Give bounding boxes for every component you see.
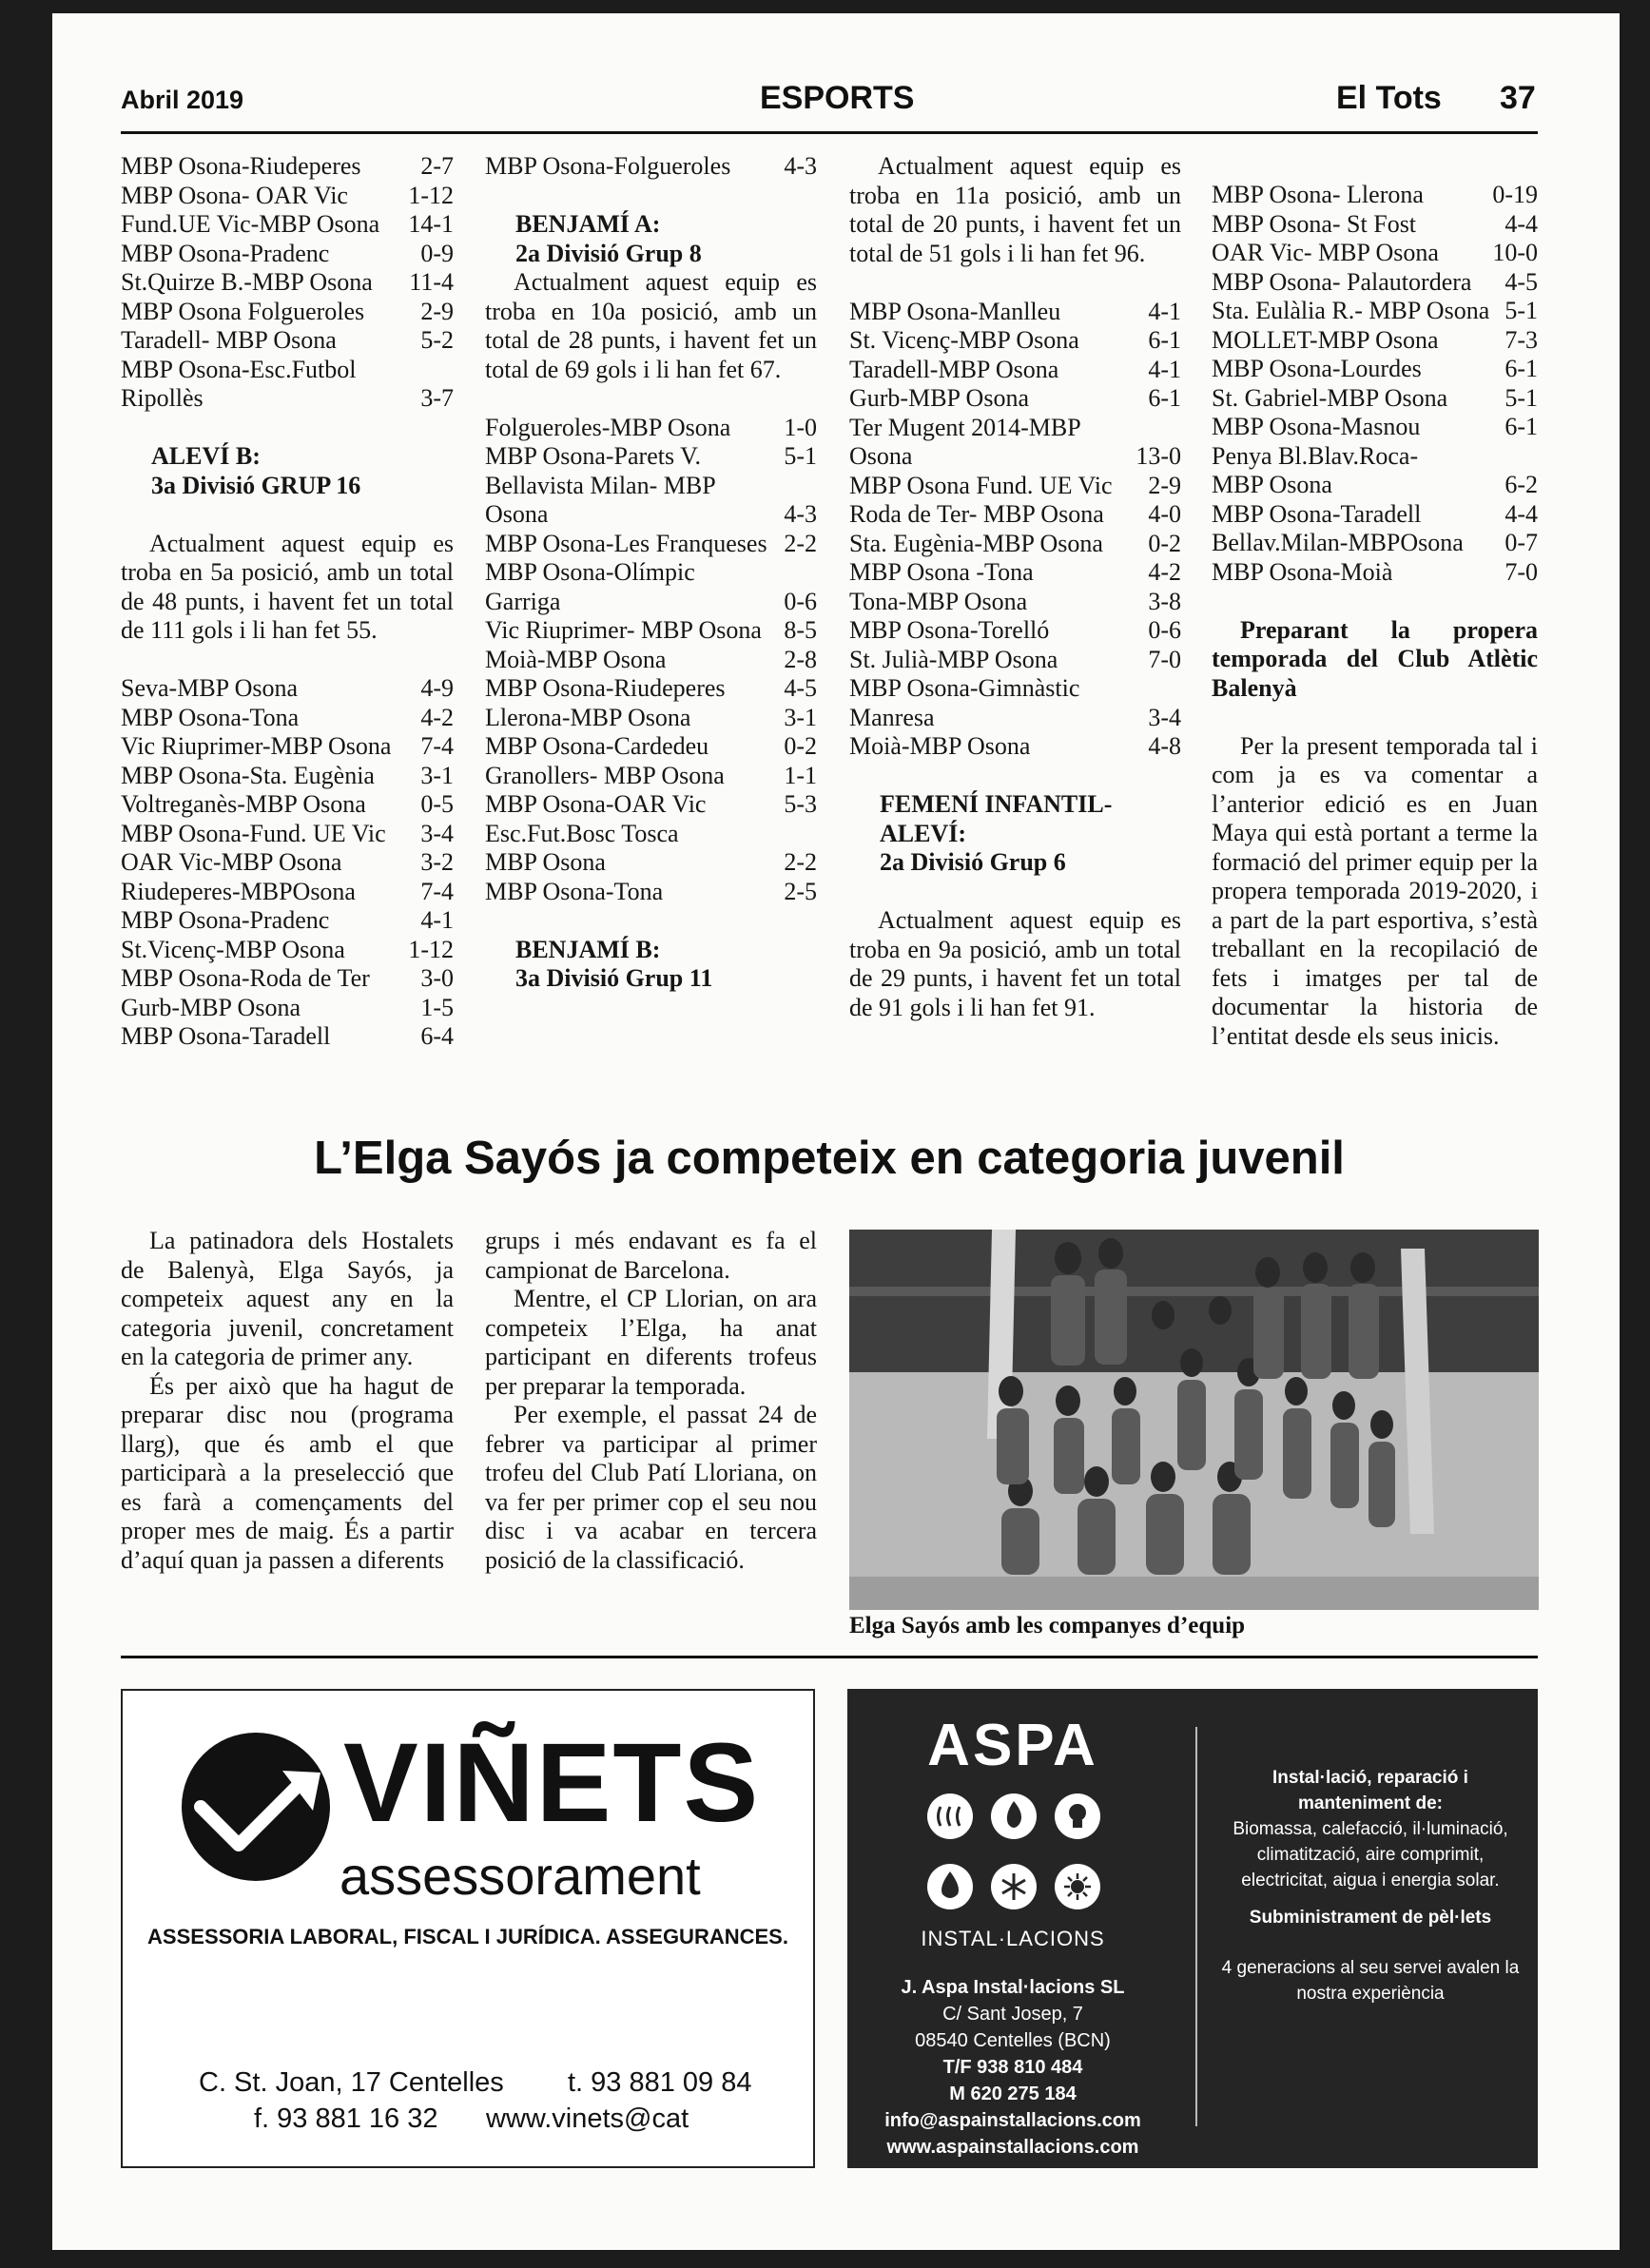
- match-teams: Manresa: [849, 703, 935, 731]
- flame-icon: [991, 1793, 1037, 1839]
- aspa-email: info@aspainstallacions.com: [884, 2110, 1141, 2131]
- result-row: [849, 588, 1181, 617]
- paragraph: Actualment aquest equip es troba en 9a posició, amb un total de 29 punts, i havent fet un total de 91 gols i li han fet 91.: [849, 906, 1181, 1021]
- match-score: 6-1: [1504, 413, 1538, 440]
- match-teams: Taradell-MBP Osona: [849, 355, 1059, 383]
- aspa-contact: [847, 1974, 1178, 2161]
- result-row: [1212, 558, 1538, 588]
- match-teams: Osona: [849, 442, 913, 470]
- match-score: 3-1: [420, 761, 454, 789]
- match-score: 3-4: [1148, 703, 1181, 731]
- match-score: 4-3: [784, 500, 817, 528]
- section-heading: BENJAMÍ A:: [515, 210, 661, 238]
- match-score: 0-19: [1492, 181, 1538, 208]
- result-row: [485, 878, 817, 907]
- match-teams: Granollers- MBP Osona: [485, 761, 725, 789]
- aspa-services-list: Biomassa, calefacció, il·luminació, climatització, aire comprimit, electricitat, aigua i energia solar.: [1233, 1819, 1508, 1890]
- newspaper-name: El Tots: [1336, 80, 1442, 116]
- match-teams: MBP Osona-Pradenc: [121, 239, 330, 267]
- aspa-company: J. Aspa Instal·lacions SL: [901, 1977, 1125, 1998]
- result-row: [1212, 529, 1538, 558]
- section-heading-2: ALEVÍ:: [880, 819, 967, 847]
- result-row: [121, 210, 454, 240]
- result-row: [121, 762, 454, 791]
- result-row: [1212, 413, 1538, 442]
- result-row: [849, 326, 1181, 356]
- match-teams: Moià-MBP Osona: [849, 732, 1031, 760]
- match-teams: MBP Osona-Parets V.: [485, 442, 702, 470]
- match-score: 2-9: [1148, 471, 1181, 499]
- match-teams: MBP Osona-Tona: [485, 877, 664, 905]
- vinets-phone: t. 93 881 09 84: [568, 2067, 752, 2098]
- section-heading: ALEVÍ B:: [151, 442, 261, 470]
- match-score: 4-0: [1148, 500, 1181, 528]
- match-teams: Sta. Eugènia-MBP Osona: [849, 529, 1103, 557]
- match-score: 3-8: [1148, 587, 1181, 615]
- result-row: [1212, 297, 1538, 326]
- match-score: 5-2: [420, 326, 454, 354]
- article-column-2: [485, 1227, 817, 1575]
- result-row: [121, 182, 454, 211]
- result-row: [849, 732, 1181, 762]
- sun-icon: [1055, 1864, 1100, 1909]
- result-row: MBP Osona-Folgueroles 4-3: [485, 152, 817, 180]
- match-score: 0-7: [1504, 529, 1538, 556]
- match-teams: MBP Osona-Les Franqueses: [485, 529, 767, 557]
- match-score: 1-5: [420, 993, 454, 1021]
- match-score: 2-2: [784, 529, 817, 557]
- match-teams: Gurb-MBP Osona: [121, 993, 301, 1021]
- section-divider: [121, 1656, 1538, 1658]
- match-teams: OAR Vic- MBP Osona: [1212, 239, 1439, 266]
- match-teams: St.Vicenç-MBP Osona: [121, 935, 345, 963]
- match-teams: MBP Osona-Taradell: [121, 1022, 331, 1050]
- page-number: 37: [1500, 80, 1536, 116]
- match-teams: MBP Osona-Torelló: [849, 616, 1050, 644]
- result-row: [121, 326, 454, 356]
- result-row: [1212, 181, 1538, 210]
- team-photo-illustration: [849, 1230, 1539, 1610]
- result-row: [121, 732, 454, 762]
- result-row: [849, 414, 1181, 443]
- vinets-subtitle: assessorament: [340, 1846, 701, 1906]
- match-score: 2-2: [784, 848, 817, 876]
- match-teams: St. Gabriel-MBP Osona: [1212, 383, 1448, 412]
- match-score: 6-2: [1504, 471, 1538, 498]
- match-score: 2-7: [420, 152, 454, 180]
- result-row: [1212, 442, 1538, 472]
- aspa-tagline: 4 generacions al seu servei avalen la nostra experiència: [1221, 1958, 1520, 2004]
- match-teams: MBP Osona-Sta. Eugènia: [121, 761, 375, 789]
- result-row: Ripollès 3-7: [121, 384, 454, 412]
- results-list: [485, 414, 817, 907]
- match-teams: Gurb-MBP Osona: [849, 384, 1029, 412]
- paragraph: grups i més endavant es fa el campionat de Barcelona.: [485, 1227, 817, 1284]
- match-teams: MBP Osona-Roda de Ter: [121, 964, 370, 992]
- paragraph: Mentre, el CP Llorian, on ara competeix l’Elga, ha anat participant en diferents trofeus per preparar la temporada.: [485, 1285, 817, 1400]
- section-subheading: 2a Divisió Grup 8: [515, 239, 702, 267]
- match-teams: MBP Osona- St Fost: [1212, 209, 1417, 238]
- match-score: 0-2: [1148, 529, 1181, 557]
- results-list: [121, 152, 454, 356]
- result-row: [121, 704, 454, 733]
- match-teams: Garriga: [485, 587, 561, 615]
- advertisement-vinets: [121, 1689, 815, 2168]
- result-row: [849, 558, 1181, 588]
- result-row: [1212, 471, 1538, 500]
- match-score: 5-1: [1504, 297, 1538, 324]
- result-row: [485, 472, 817, 501]
- result-row: [485, 558, 817, 588]
- match-teams: MOLLET-MBP Osona: [1212, 325, 1439, 354]
- vinets-logo-icon: [180, 1731, 332, 1883]
- match-teams: Taradell- MBP Osona: [121, 326, 337, 354]
- result-row: [485, 732, 817, 762]
- section-heading: FEMENÍ INFANTIL-: [880, 790, 1113, 818]
- match-score: 7-0: [1148, 645, 1181, 673]
- heat-icon: [927, 1793, 973, 1839]
- water-drop-icon: [927, 1864, 973, 1909]
- match-teams: MBP Osona-Manlleu: [849, 297, 1061, 325]
- result-row: [485, 820, 817, 849]
- result-row: [849, 298, 1181, 327]
- result-row: [485, 588, 817, 617]
- match-teams: Voltreganès-MBP Osona: [121, 790, 366, 818]
- result-row: [121, 994, 454, 1023]
- match-teams: MBP Osona-OAR Vic: [485, 790, 707, 818]
- match-score: 14-1: [408, 210, 454, 238]
- aspa-mobile: M 620 275 184: [949, 2084, 1077, 2104]
- result-row: MBP Osona-Esc.Futbol: [121, 355, 357, 383]
- result-row: [485, 704, 817, 733]
- result-row: [485, 848, 817, 878]
- paragraph: Actualment aquest equip es troba en 11a posició, amb un total de 20 punts, i havent fet un total de 51 gols i li han fet 96.: [849, 152, 1181, 267]
- aspa-services-title: Instal·lació, reparació i manteniment de:: [1272, 1768, 1468, 1813]
- match-teams: OAR Vic-MBP Osona: [121, 848, 342, 876]
- result-row: [121, 1022, 454, 1052]
- match-score: 6-1: [1148, 384, 1181, 412]
- section-subheading: 2a Divisió Grup 6: [880, 848, 1066, 876]
- result-row: [121, 964, 454, 994]
- result-row: [1212, 239, 1538, 268]
- match-score: 13-0: [1136, 442, 1181, 470]
- result-row: [121, 240, 454, 269]
- section-subheading: 3a Divisió GRUP 16: [151, 471, 361, 499]
- results-list: [849, 298, 1181, 762]
- match-teams: Fund.UE Vic-MBP Osona: [121, 210, 380, 238]
- vinets-services: ASSESSORIA LABORAL, FISCAL I JURÍDICA. ASSEGURANCES.: [147, 1925, 788, 1948]
- match-score: 0-9: [420, 239, 454, 267]
- match-teams: Vic Riuprimer- MBP Osona: [485, 616, 762, 644]
- match-teams: Penya Bl.Blav.Roca-: [1212, 441, 1419, 470]
- match-score: 1-0: [784, 413, 817, 441]
- match-score: 4-4: [1504, 209, 1538, 238]
- match-score: 4-5: [1504, 267, 1538, 296]
- match-score: 0-6: [1148, 616, 1181, 644]
- result-row: [1212, 384, 1538, 414]
- section-subheading: 3a Divisió Grup 11: [515, 964, 713, 992]
- match-score: 4-2: [420, 703, 454, 731]
- match-teams: MBP Osona: [1212, 471, 1332, 498]
- match-teams: MBP Osona-Cardedeu: [485, 732, 709, 760]
- result-row: [485, 530, 817, 559]
- result-row: [849, 472, 1181, 501]
- result-row: [485, 674, 817, 704]
- result-row: [485, 762, 817, 791]
- result-row: [1212, 210, 1538, 240]
- vinets-brand: VIÑETS: [343, 1720, 761, 1846]
- result-row: [849, 530, 1181, 559]
- result-row: [849, 442, 1181, 472]
- aspa-city: 08540 Centelles (BCN): [915, 2030, 1111, 2051]
- result-row: [485, 500, 817, 530]
- match-score: 3-0: [420, 964, 454, 992]
- match-score: 6-1: [1504, 355, 1538, 382]
- match-teams: Esc.Fut.Bosc Tosca: [485, 819, 679, 847]
- aspa-website: www.aspainstallacions.com: [886, 2137, 1139, 2158]
- result-row: [121, 848, 454, 878]
- column-3: [849, 152, 1181, 1022]
- advertisement-aspa: [847, 1689, 1538, 2168]
- result-row: [121, 906, 454, 936]
- column-2: [485, 152, 817, 994]
- result-row: [1212, 500, 1538, 530]
- match-teams: Bellavista Milan- MBP: [485, 471, 716, 499]
- match-score: 4-5: [784, 674, 817, 702]
- match-score: 5-1: [784, 442, 817, 470]
- match-teams: MBP Osona-Moià: [1212, 557, 1393, 586]
- match-teams: Vic Riuprimer-MBP Osona: [121, 732, 392, 760]
- match-teams: Roda de Ter- MBP Osona: [849, 500, 1104, 528]
- match-teams: Llerona-MBP Osona: [485, 703, 691, 731]
- section-heading: BENJAMÍ B:: [515, 935, 661, 963]
- match-score: 0-2: [784, 732, 817, 760]
- match-teams: MBP Osona Fund. UE Vic: [849, 471, 1113, 499]
- match-teams: Osona: [485, 500, 549, 528]
- aspa-icons: [925, 1792, 1102, 1920]
- result-row: [849, 500, 1181, 530]
- results-list: [121, 674, 454, 1052]
- result-row: [485, 414, 817, 443]
- result-row: [121, 674, 454, 704]
- match-teams: MBP Osona-Riudeperes: [485, 674, 726, 702]
- match-teams: Tona-MBP Osona: [849, 587, 1028, 615]
- paragraph: Per exemple, el passat 24 de febrer va participar al primer trofeu del Club Patí Lloriana, on va fer per primer cop el seu nou disc i va acabar en tercera posició de la classificació.: [485, 1401, 817, 1574]
- match-score: 4-1: [1148, 297, 1181, 325]
- match-score: 4-9: [420, 674, 454, 702]
- match-teams: MBP Osona-Pradenc: [121, 906, 330, 934]
- match-teams: St.Quirze B.-MBP Osona: [121, 268, 373, 296]
- match-score: 0-5: [420, 790, 454, 818]
- column-1: [121, 152, 454, 1052]
- vinets-website: www.vinets@cat: [486, 2103, 689, 2134]
- paragraph: Actualment aquest equip es troba en 5a posició, amb un total de 48 punts, i havent fet un total de 111 gols i li han fet 55.: [121, 529, 454, 644]
- match-score: 2-8: [784, 645, 817, 673]
- match-teams: MBP Osona- Llerona: [1212, 181, 1424, 208]
- vinets-fax: f. 93 881 16 32: [254, 2103, 438, 2134]
- match-teams: MBP Osona-Fund. UE Vic: [121, 819, 386, 847]
- result-row: [849, 356, 1181, 385]
- match-score: 2-5: [784, 877, 817, 905]
- match-score: 0-6: [784, 587, 817, 615]
- section-heading: Preparant la propera temporada del Club Atlètic Balenyà: [1212, 615, 1538, 702]
- match-teams: Riudeperes-MBPOsona: [121, 877, 356, 905]
- match-score: 1-1: [784, 761, 817, 789]
- result-row: [121, 298, 454, 327]
- match-teams: MBP Osona-Lourdes: [1212, 355, 1422, 382]
- match-score: 1-12: [408, 935, 454, 963]
- match-teams: Folgueroles-MBP Osona: [485, 413, 731, 441]
- match-score: 6-4: [420, 1022, 454, 1050]
- match-teams: St. Vicenç-MBP Osona: [849, 326, 1079, 354]
- result-row: [121, 820, 454, 849]
- match-teams: Sta. Eulàlia R.- MBP Osona: [1212, 297, 1490, 324]
- match-teams: MBP Osona- OAR Vic: [121, 181, 348, 209]
- column-4: [1212, 181, 1538, 1051]
- result-row: [1212, 326, 1538, 356]
- match-teams: Ter Mugent 2014-MBP: [849, 413, 1081, 441]
- match-score: 4-4: [1504, 499, 1538, 528]
- article-column-1: [121, 1227, 454, 1575]
- result-row: [485, 616, 817, 646]
- match-score: 6-1: [1148, 326, 1181, 354]
- match-teams: MBP Osona- Palautordera: [1212, 267, 1472, 296]
- team-photo: [849, 1230, 1539, 1610]
- match-teams: MBP Osona Folgueroles: [121, 297, 365, 325]
- match-score: 11-4: [409, 268, 454, 296]
- match-score: 1-12: [408, 181, 454, 209]
- result-row: [121, 936, 454, 965]
- result-row: [849, 384, 1181, 414]
- match-teams: St. Julià-MBP Osona: [849, 645, 1058, 673]
- match-score: 7-4: [420, 732, 454, 760]
- aspa-subtitle: INSTAL·LACIONS: [921, 1927, 1105, 1950]
- result-row: [121, 790, 454, 820]
- result-row: [485, 790, 817, 820]
- result-row: [485, 442, 817, 472]
- match-teams: MBP Osona-Masnou: [1212, 413, 1421, 440]
- match-teams: MBP Osona: [485, 848, 606, 876]
- result-row: [1212, 355, 1538, 384]
- match-score: 3-4: [420, 819, 454, 847]
- page-header: [121, 78, 1538, 134]
- match-score: 7-4: [420, 877, 454, 905]
- match-score: 7-0: [1504, 557, 1538, 586]
- match-score: 2-9: [420, 297, 454, 325]
- paragraph: És per això que ha hagut de preparar disc nou (programa llarg), que és amb el que participarà a la preselecció que es farà a començaments del proper mes de maig. És a partir d’aquí quan ja passen a diferents: [121, 1371, 454, 1574]
- match-teams: MBP Osona-Gimnàstic: [849, 674, 1080, 702]
- result-row: [849, 616, 1181, 646]
- match-score: 3-2: [420, 848, 454, 876]
- match-score: 4-1: [420, 906, 454, 934]
- results-list: [1212, 181, 1538, 587]
- paragraph: La patinadora dels Hostalets de Balenyà, Elga Sayós, ja competeix aquest any en la categoria juvenil, concretament en la categoria de primer any.: [121, 1227, 454, 1370]
- lightbulb-icon: [1055, 1793, 1100, 1839]
- result-row: [849, 674, 1181, 704]
- match-teams: Moià-MBP Osona: [485, 645, 667, 673]
- result-row: [121, 268, 454, 298]
- aspa-phone: T/F 938 810 484: [942, 2057, 1083, 2078]
- match-score: 7-3: [1504, 325, 1538, 354]
- article-headline: L’Elga Sayós ja competeix en categoria juvenil: [314, 1133, 1345, 1184]
- match-score: 5-3: [784, 790, 817, 818]
- section-title: ESPORTS: [760, 80, 915, 116]
- match-teams: MBP Osona -Tona: [849, 558, 1034, 586]
- aspa-supply: Subministrament de pèl·lets: [1249, 1908, 1492, 1928]
- result-row: [121, 152, 454, 182]
- paragraph: Actualment aquest equip es troba en 10a posició, amb un total de 28 punts, i havent fet un total de 69 gols i li han fet 67.: [485, 268, 817, 383]
- match-score: 4-2: [1148, 558, 1181, 586]
- issue-date: Abril 2019: [121, 86, 244, 114]
- match-teams: MBP Osona-Riudeperes: [121, 152, 361, 180]
- result-row: [849, 646, 1181, 675]
- match-score: 10-0: [1492, 239, 1538, 266]
- paragraph: Per la present temporada tal i com ja es va comentar a l’anterior edició es en Juan Maya qui està portant a terme la formació del primer equip per la propera temporada 2019-2020, i a part de la part esportiva, s’està treballant en la recopilació de fets i imatges per tal de documentar la historia de l’entitat desde els seus inicis.: [1212, 731, 1538, 1050]
- vinets-address: C. St. Joan, 17 Centelles: [199, 2067, 504, 2098]
- match-teams: MBP Osona-Taradell: [1212, 499, 1422, 528]
- aspa-brand: ASPA: [927, 1713, 1098, 1778]
- result-row: [849, 704, 1181, 733]
- aspa-street: C/ Sant Josep, 7: [942, 2004, 1083, 2025]
- match-score: 4-8: [1148, 732, 1181, 760]
- match-score: 3-1: [784, 703, 817, 731]
- photo-caption: Elga Sayós amb les companyes d’equip: [849, 1613, 1246, 1638]
- result-row: [1212, 268, 1538, 298]
- snowflake-icon: [991, 1864, 1037, 1909]
- match-score: 8-5: [784, 616, 817, 644]
- match-teams: Seva-MBP Osona: [121, 674, 299, 702]
- match-teams: MBP Osona-Olímpic: [485, 558, 695, 586]
- match-score: 4-1: [1148, 355, 1181, 383]
- result-row: [121, 878, 454, 907]
- match-score: 5-1: [1504, 383, 1538, 412]
- aspa-services: [1218, 1765, 1523, 2006]
- result-row: [485, 646, 817, 675]
- match-teams: Bellav.Milan-MBPOsona: [1212, 529, 1464, 556]
- ad-divider: [1195, 1727, 1197, 2126]
- match-teams: MBP Osona-Tona: [121, 703, 300, 731]
